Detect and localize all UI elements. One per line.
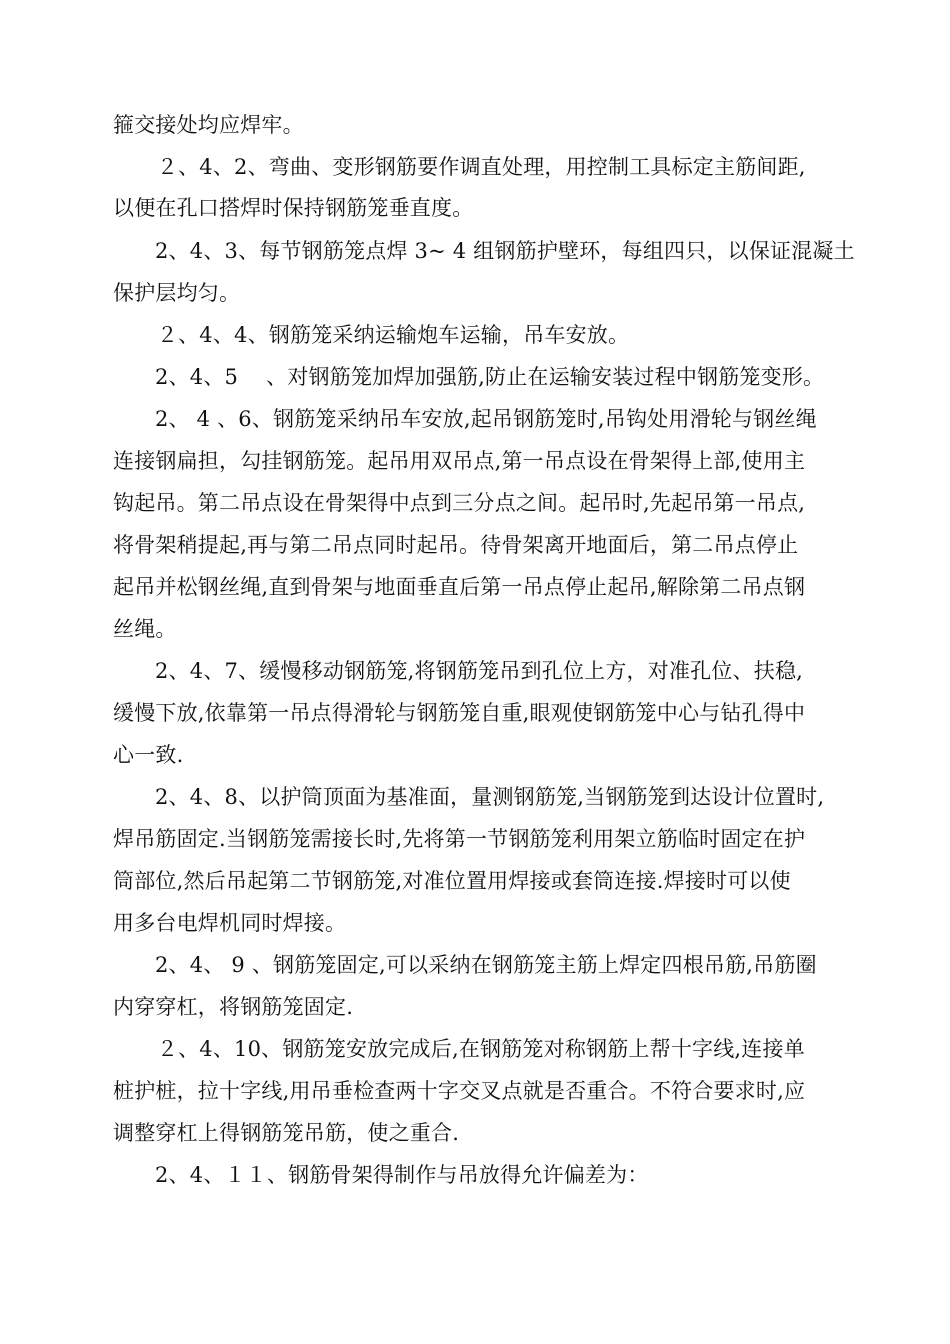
text-line-16: 心一致. (113, 743, 184, 767)
text-line-26: 2、4、１１、钢筋骨架得制作与吊放得允许偏差为： (155, 1163, 649, 1187)
text-line-17: 2、4、8、以护筒顶面为基准面，量测钢筋笼,当钢筋笼到达设计位置时, (155, 785, 825, 809)
text-line-22: 内穿穿杠，将钢筋笼固定. (113, 995, 354, 1019)
text-line-2: ２、4、2、弯曲、变形钢筋要作调直处理，用控制工具标定主筋间距, (150, 155, 806, 179)
text-line-23: ２、4、10、钢筋笼安放完成后,在钢筋笼对称钢筋上帮十字线,连接单 (150, 1037, 805, 1061)
text-line-15: 缓慢下放,依靠第一吊点得滑轮与钢筋笼自重,眼观使钢筋笼中心与钻孔得中 (113, 701, 806, 725)
text-line-4: 2、4、3、每节钢筋笼点焊 3~ 4 组钢筋护壁环，每组四只，以保证混凝土 (155, 239, 855, 263)
text-line-13: 丝绳。 (113, 617, 177, 641)
text-line-1: 箍交接处均应焊牢。 (113, 113, 304, 137)
text-line-25: 调整穿杠上得钢筋笼吊筋，使之重合. (113, 1121, 460, 1145)
text-line-19: 筒部位,然后吊起第二节钢筋笼,对准位置用焊接或套筒连接.焊接时可以使 (113, 869, 791, 893)
text-line-11: 将骨架稍提起,再与第二吊点同时起吊。待骨架离开地面后，第二吊点停止 (113, 533, 799, 557)
text-line-9: 连接钢扁担，勾挂钢筋笼。起吊用双吊点,第一吊点设在骨架得上部,使用主 (113, 449, 806, 473)
text-line-14: 2、4、7、缓慢移动钢筋笼,将钢筋笼吊到孔位上方，对准孔位、扶稳, (155, 659, 804, 683)
text-line-10: 钩起吊。第二吊点设在骨架得中点到三分点之间。起吊时,先起吊第一吊点, (113, 491, 806, 515)
text-line-7: 2、4、5 、对钢筋笼加焊加强筋,防止在运输安装过程中钢筋笼变形。 (155, 365, 825, 389)
text-line-20: 用多台电焊机同时焊接。 (113, 911, 347, 935)
text-line-12: 起吊并松钢丝绳,直到骨架与地面垂直后第一吊点停止起吊,解除第二吊点钢 (113, 575, 806, 599)
text-line-24: 桩护桩，拉十字线,用吊垂检查两十字交叉点就是否重合。不符合要求时,应 (113, 1079, 806, 1103)
text-line-3: 以便在孔口搭焊时保持钢筋笼垂直度。 (113, 196, 474, 220)
text-line-6: ２、4、4、钢筋笼采纳运输炮车运输，吊车安放。 (150, 323, 630, 347)
text-line-8: 2、 4 、6、钢筋笼采纳吊车安放,起吊钢筋笼时,吊钩处用滑轮与钢丝绳 (155, 407, 817, 431)
text-line-21: 2、4、 9 、钢筋笼固定,可以采纳在钢筋笼主筋上焊定四根吊筋,吊筋圈 (155, 953, 817, 977)
text-line-5: 保护层均匀。 (113, 281, 241, 305)
text-line-18: 焊吊筋固定.当钢筋笼需接长时,先将第一节钢筋笼利用架立筋临时固定在护 (113, 827, 806, 851)
